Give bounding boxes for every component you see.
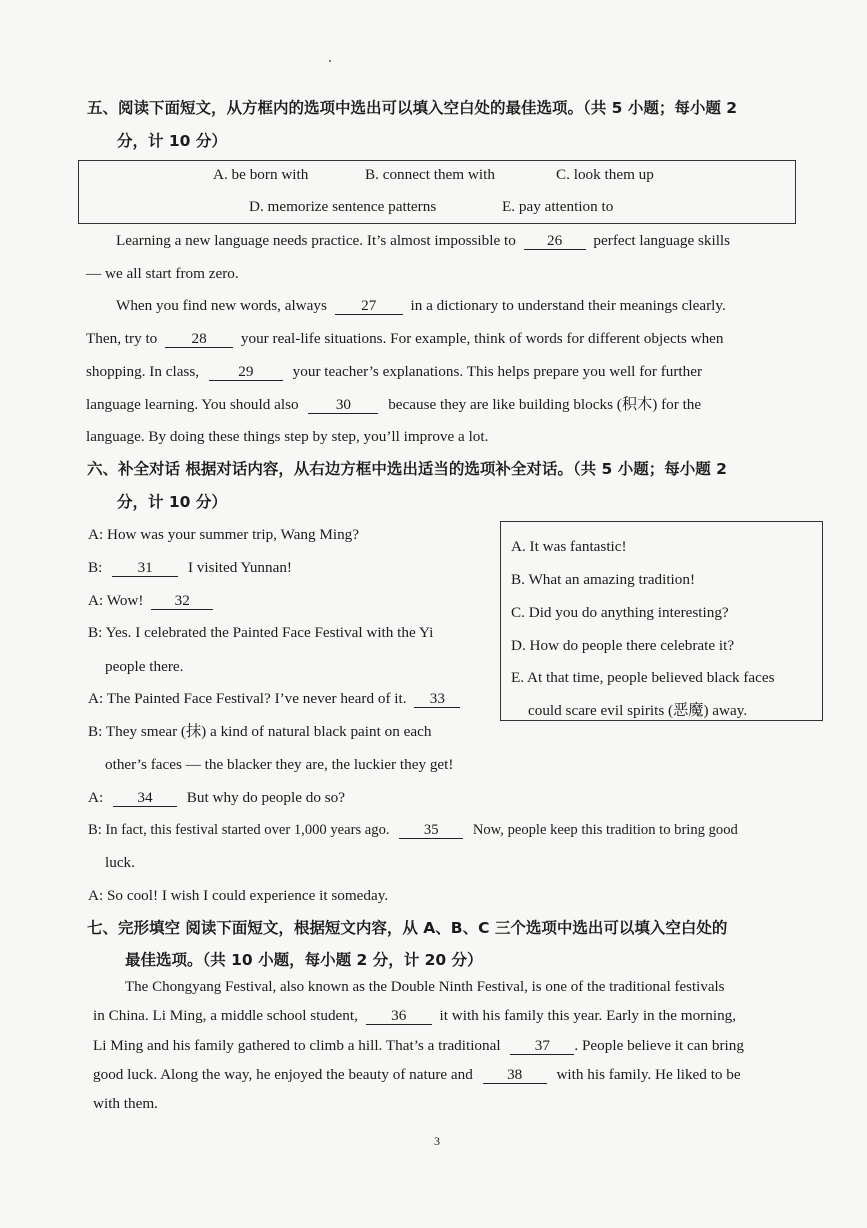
blank-38[interactable]: 38 [483,1067,547,1084]
s5-line6 [86,395,701,415]
dialogue-line [88,591,217,611]
blank-36[interactable]: 36 [366,1008,432,1025]
section6-options-box [500,521,823,721]
dialogue-line: other’s faces — the blacker they are, the luckier they get! [105,756,454,773]
s7-text: in China. Li Ming, a middle school student, [93,1007,358,1024]
dialogue-text: A: The Painted Face Festival? I’ve never heard of it. [88,690,407,707]
page-number: 3 [434,1134,440,1148]
section5-options-box [78,160,796,224]
blank-26[interactable]: 26 [524,233,586,250]
dialogue-text: Now, people keep this tradition to bring good [472,822,738,838]
blank-30[interactable]: 30 [308,397,378,414]
s5-text: When you find new words, always [116,297,327,314]
s7-line1: The Chongyang Festival, also known as the Double Ninth Festival, is one of the traditional festivals [125,979,725,995]
option-d: D. memorize sentence patterns [249,198,437,215]
dialogue-text: A: Wow! [88,592,144,609]
option-a: A. be born with [213,166,309,183]
section6-heading-line2: 分，计 10 分） [117,493,227,511]
blank-37[interactable]: 37 [510,1038,574,1055]
s5-text: Then, try to [86,330,158,347]
speaker: A: [88,789,104,806]
blank-31[interactable]: 31 [112,560,178,577]
s5-line7: language. By doing these things step by step, you’ll improve a lot. [86,428,489,445]
section6-heading-line1: 六、补全对话 根据对话内容，从右边方框中选出适当的选项补全对话。（共 5 小题；每小题 2 [87,460,727,478]
blank-27[interactable]: 27 [335,298,403,315]
dialog-option-e-line2: could scare evil spirits (恶魔) away. [528,702,748,719]
option-c: C. look them up [556,166,654,183]
dialog-option-c: C. Did you do anything interesting? [511,604,729,621]
s5-line4 [86,329,724,349]
dialogue-line: B: Yes. I celebrated the Painted Face Festival with the Yi [88,624,434,641]
s5-text: language learning. You should also [86,396,299,413]
blank-28[interactable]: 28 [165,331,233,348]
s5-text: because they are like building blocks (积木) for the [388,396,702,413]
s7-text: with his family. He liked to be [556,1066,741,1083]
s7-text: . People believe it can bring [574,1037,744,1054]
dialogue-line [88,558,292,578]
blank-29[interactable]: 29 [209,364,283,381]
section5-heading-line1: 五、阅读下面短文，从方框内的选项中选出可以填入空白处的最佳选项。（共 5 小题；每小题 2 [87,99,738,117]
dialogue-line [88,788,345,808]
option-e: E. pay attention to [502,198,614,215]
dialog-option-d: D. How do people there celebrate it? [511,637,735,654]
section5-heading-line2: 分，计 10 分） [117,132,227,150]
s5-text: shopping. In class, [86,363,200,380]
dialogue-text: I visited Yunnan! [187,559,292,576]
section7-heading-line2: 最佳选项。（共 10 小题，每小题 2 分，计 20 分） [125,951,483,969]
dialogue-line: people there. [105,658,184,675]
s5-text: perfect language skills [593,232,731,249]
dialogue-line: A: How was your summer trip, Wang Ming? [88,526,359,543]
speaker: B: [88,559,103,576]
blank-35[interactable]: 35 [399,822,463,839]
s7-line3 [93,1036,744,1056]
dialog-option-a: A. It was fantastic! [511,538,627,555]
dialogue-line: luck. [105,854,135,871]
dialogue-text: B: In fact, this festival started over 1,000 years ago. [88,822,390,838]
s5-line3 [116,296,726,316]
dialog-option-b: B. What an amazing tradition! [511,571,696,588]
s5-text: your teacher’s explanations. This helps prepare you well for further [292,363,703,380]
option-b: B. connect them with [365,166,495,183]
dialogue-line: A: So cool! I wish I could experience it someday. [88,887,389,904]
s7-text: Li Ming and his family gathered to climb a hill. That’s a traditional [93,1037,501,1054]
dialogue-line [88,820,738,840]
s7-line2 [93,1006,736,1026]
s5-text: Learning a new language needs practice. It’s almost impossible to [116,232,516,249]
s5-line1 [116,231,730,251]
s5-text: in a dictionary to understand their meanings clearly. [410,297,726,314]
dialog-option-e-line1: E. At that time, people believed black faces [511,669,775,686]
dialogue-line [88,689,464,709]
s7-line4 [93,1065,741,1085]
s5-text: your real-life situations. For example, think of words for different objects when [240,330,724,347]
blank-33[interactable]: 33 [414,691,460,708]
s5-line5 [86,362,702,382]
scan-speck [329,60,331,62]
section7-heading-line1: 七、完形填空 阅读下面短文，根据短文内容，从 A、B、C 三个选项中选出可以填入空白处的 [87,919,728,937]
dialogue-line: B: They smear (抹) a kind of natural black paint on each [88,723,432,740]
blank-34[interactable]: 34 [113,790,177,807]
s5-line2: — we all start from zero. [86,265,239,282]
s7-line5: with them. [93,1095,158,1112]
s7-text: it with his family this year. Early in the morning, [439,1007,737,1024]
dialogue-text: But why do people do so? [186,789,345,806]
blank-32[interactable]: 32 [151,593,213,610]
s7-text: good luck. Along the way, he enjoyed the beauty of nature and [93,1066,473,1083]
